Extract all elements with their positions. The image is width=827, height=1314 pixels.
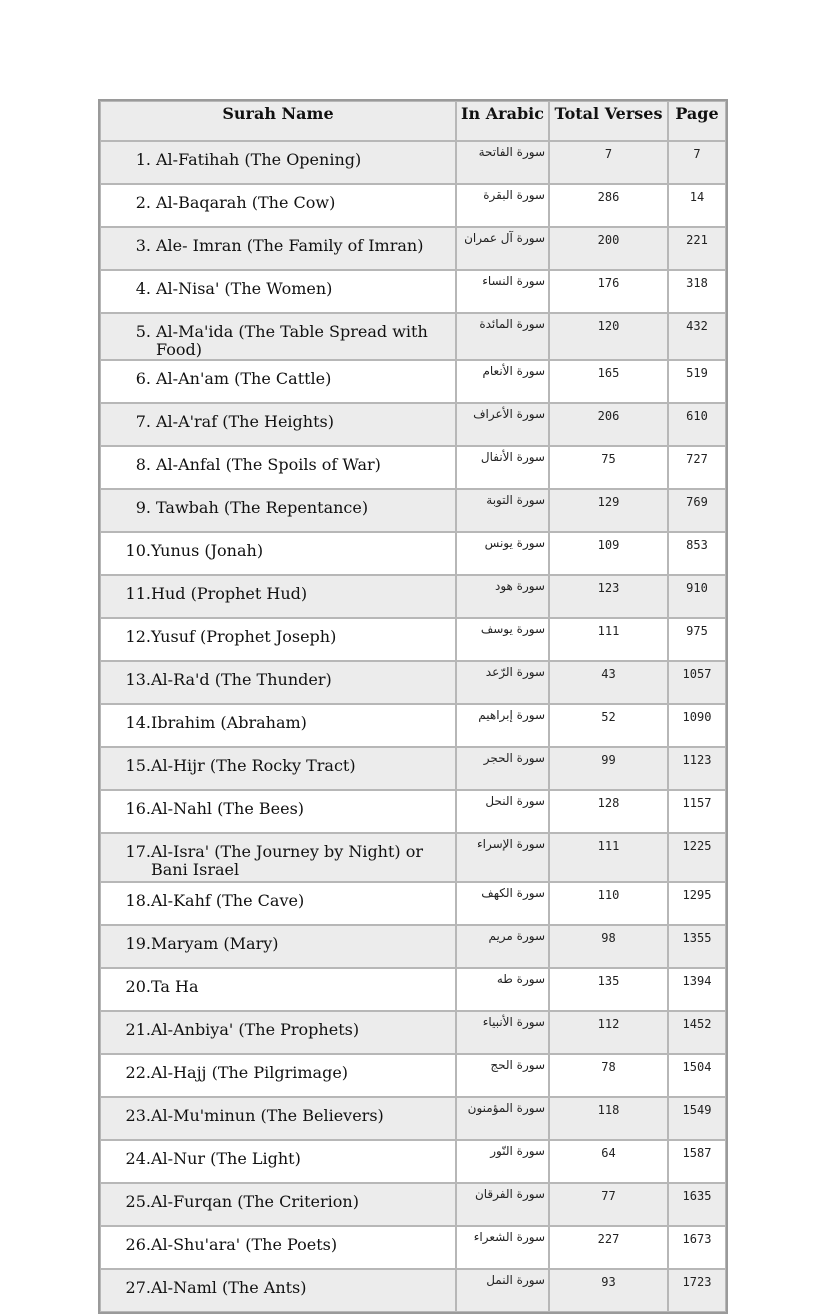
total-verses-cell: 93: [549, 1269, 668, 1312]
page-cell: 519: [668, 360, 726, 403]
total-verses-cell: 123: [549, 575, 668, 618]
surah-name: Al-Ma'ida (The Table Spread with Food): [156, 322, 428, 359]
surah-name: Al-Naml (The Ants): [151, 1278, 307, 1297]
arabic-name-cell: سورة يوسف: [456, 618, 549, 661]
arabic-name-cell: سورة البقرة: [456, 184, 549, 227]
table-row: [100, 1054, 726, 1097]
surah-name-cell: [100, 1054, 456, 1097]
total-verses-cell: 118: [549, 1097, 668, 1140]
surah-name-cell: [100, 747, 456, 790]
table-row: [100, 747, 726, 790]
header-surah-name: Surah Name: [100, 101, 456, 141]
arabic-name-cell: سورة هود: [456, 575, 549, 618]
surah-number: 13.: [125, 670, 151, 689]
arabic-name-cell: سورة إبراهيم: [456, 704, 549, 747]
page-cell: 1225: [668, 833, 726, 882]
surah-name: Al-Ra'd (The Thunder): [151, 670, 332, 689]
table-row: [100, 489, 726, 532]
table-row: [100, 270, 726, 313]
page-cell: 1673: [668, 1226, 726, 1269]
surah-number: 11.: [125, 584, 151, 603]
table-row: [100, 446, 726, 489]
arabic-name-cell: سورة الكهف: [456, 882, 549, 925]
surah-name-cell: [100, 1097, 456, 1140]
header-total-verses: Total Verses: [549, 101, 668, 141]
table-row: [100, 882, 726, 925]
table-row: [100, 1097, 726, 1140]
table-row: [100, 1226, 726, 1269]
surah-name-cell: [100, 833, 456, 882]
surah-number: 23.: [125, 1106, 151, 1125]
surah-name-cell: [100, 1226, 456, 1269]
surah-name-cell: [100, 925, 456, 968]
surah-name: Al-Kahf (The Cave): [151, 891, 305, 910]
surah-name-cell: [100, 882, 456, 925]
total-verses-cell: 64: [549, 1140, 668, 1183]
surah-number: 3.: [135, 236, 151, 255]
total-verses-cell: 111: [549, 618, 668, 661]
table-row: [100, 968, 726, 1011]
table-row: [100, 184, 726, 227]
total-verses-cell: 109: [549, 532, 668, 575]
surah-name: Al-Nur (The Light): [151, 1149, 301, 1168]
surah-name: Ta Ha: [151, 977, 199, 996]
surah-number: 17.: [125, 842, 151, 861]
surah-name: Al-Shu'ara' (The Poets): [151, 1235, 338, 1254]
table-row: [100, 925, 726, 968]
surah-name: Maryam (Mary): [151, 934, 279, 953]
surah-name: Al-Fatihah (The Opening): [156, 150, 362, 169]
table-row: [100, 704, 726, 747]
surah-name-cell: [100, 532, 456, 575]
total-verses-cell: 206: [549, 403, 668, 446]
arabic-name-cell: سورة الفرقان: [456, 1183, 549, 1226]
page-cell: 1090: [668, 704, 726, 747]
surah-number: 2.: [135, 193, 151, 212]
page-cell: 1295: [668, 882, 726, 925]
total-verses-cell: 200: [549, 227, 668, 270]
page-cell: 1452: [668, 1011, 726, 1054]
surah-name-cell: [100, 704, 456, 747]
surah-name-cell: [100, 1011, 456, 1054]
surah-name: Al-Baqarah (The Cow): [156, 193, 336, 212]
arabic-name-cell: سورة النّور: [456, 1140, 549, 1183]
surah-number: 16.: [125, 799, 151, 818]
total-verses-cell: 112: [549, 1011, 668, 1054]
surah-name-cell: [100, 661, 456, 704]
surah-name: Al-Furqan (The Criterion): [151, 1192, 359, 1211]
surah-name-cell: [100, 618, 456, 661]
surah-name: Hud (Prophet Hud): [151, 584, 308, 603]
arabic-name-cell: سورة مريم: [456, 925, 549, 968]
surah-name-cell: [100, 790, 456, 833]
table-row: [100, 790, 726, 833]
page-cell: 7: [668, 141, 726, 184]
table-row: [100, 833, 726, 882]
surah-name-cell: [100, 270, 456, 313]
surah-name-cell: [100, 1183, 456, 1226]
total-verses-cell: 78: [549, 1054, 668, 1097]
surah-number: 19.: [125, 934, 151, 953]
total-verses-cell: 98: [549, 925, 668, 968]
page-cell: 1355: [668, 925, 726, 968]
surah-number: 12.: [125, 627, 151, 646]
page-cell: 975: [668, 618, 726, 661]
page-cell: 1057: [668, 661, 726, 704]
surah-number: 9.: [135, 498, 151, 517]
surah-number: 21.: [125, 1020, 151, 1039]
arabic-name-cell: سورة المائدة: [456, 313, 549, 360]
page-cell: 432: [668, 313, 726, 360]
surah-name-cell: [100, 446, 456, 489]
surah-number: 1.: [135, 150, 151, 169]
page-cell: 1723: [668, 1269, 726, 1312]
surah-table: [98, 99, 728, 1314]
total-verses-cell: 75: [549, 446, 668, 489]
arabic-name-cell: سورة الأنبياء: [456, 1011, 549, 1054]
table-body: [100, 141, 726, 1312]
arabic-name-cell: سورة الحجر: [456, 747, 549, 790]
total-verses-cell: 286: [549, 184, 668, 227]
surah-name-cell: [100, 184, 456, 227]
page-cell: 1635: [668, 1183, 726, 1226]
table-row: [100, 403, 726, 446]
total-verses-cell: 120: [549, 313, 668, 360]
surah-name-cell: [100, 227, 456, 270]
table-row: [100, 141, 726, 184]
page-cell: 1549: [668, 1097, 726, 1140]
table-row: [100, 313, 726, 360]
header-in-arabic: In Arabic: [456, 101, 549, 141]
table-row: [100, 1011, 726, 1054]
total-verses-cell: 7: [549, 141, 668, 184]
arabic-name-cell: سورة التوبة: [456, 489, 549, 532]
page-cell: 1123: [668, 747, 726, 790]
surah-number: 27.: [125, 1278, 151, 1297]
page-cell: 1394: [668, 968, 726, 1011]
total-verses-cell: 111: [549, 833, 668, 882]
total-verses-cell: 129: [549, 489, 668, 532]
surah-number: 7.: [135, 412, 151, 431]
arabic-name-cell: سورة طه: [456, 968, 549, 1011]
surah-name: Al-An'am (The Cattle): [156, 369, 332, 388]
page-cell: 1504: [668, 1054, 726, 1097]
table-row: [100, 227, 726, 270]
total-verses-cell: 77: [549, 1183, 668, 1226]
surah-number: 4.: [135, 279, 151, 298]
surah-name: Al-Mu'minun (The Believers): [151, 1106, 384, 1125]
surah-name-cell: [100, 141, 456, 184]
surah-name: Al-Hajj (The Pilgrimage): [151, 1063, 349, 1082]
surah-number: 18.: [125, 891, 151, 910]
surah-name: Al-Anfal (The Spoils of War): [156, 455, 381, 474]
page-cell: 1587: [668, 1140, 726, 1183]
surah-number: 8.: [135, 455, 151, 474]
surah-name-cell: [100, 968, 456, 1011]
page-cell: 727: [668, 446, 726, 489]
surah-name: Yusuf (Prophet Joseph): [151, 627, 337, 646]
surah-name-cell: [100, 1140, 456, 1183]
surah-number: 14.: [125, 713, 151, 732]
total-verses-cell: 128: [549, 790, 668, 833]
total-verses-cell: 110: [549, 882, 668, 925]
surah-name: Al-A'raf (The Heights): [156, 412, 334, 431]
surah-name: Ibrahim (Abraham): [151, 713, 307, 732]
arabic-name-cell: سورة النمل: [456, 1269, 549, 1312]
surah-number: 26.: [125, 1235, 151, 1254]
total-verses-cell: 227: [549, 1226, 668, 1269]
arabic-name-cell: سورة الأعراف: [456, 403, 549, 446]
arabic-name-cell: سورة الرّعد: [456, 661, 549, 704]
table-row: [100, 360, 726, 403]
surah-name: Al-Isra' (The Journey by Night) or Bani Israel: [151, 842, 424, 879]
surah-number: 20.: [125, 977, 151, 996]
total-verses-cell: 135: [549, 968, 668, 1011]
surah-name-cell: [100, 403, 456, 446]
arabic-name-cell: سورة الفاتحة: [456, 141, 549, 184]
page-cell: 1157: [668, 790, 726, 833]
page-cell: 14: [668, 184, 726, 227]
surah-name-cell: [100, 1269, 456, 1312]
surah-name-cell: [100, 360, 456, 403]
arabic-name-cell: سورة الأنفال: [456, 446, 549, 489]
surah-number: 25.: [125, 1192, 151, 1211]
table-row: [100, 661, 726, 704]
page-cell: 853: [668, 532, 726, 575]
surah-number: 5.: [135, 322, 151, 341]
table-row: [100, 1140, 726, 1183]
surah-name: Al-Hijr (The Rocky Tract): [151, 756, 356, 775]
table-row: [100, 1269, 726, 1312]
surah-number: 22.: [125, 1063, 151, 1082]
surah-number: 24.: [125, 1149, 151, 1168]
arabic-name-cell: سورة المؤمنون: [456, 1097, 549, 1140]
surah-name: Al-Anbiya' (The Prophets): [151, 1020, 360, 1039]
surah-name-cell: [100, 575, 456, 618]
arabic-name-cell: سورة النحل: [456, 790, 549, 833]
arabic-name-cell: سورة الإسراء: [456, 833, 549, 882]
total-verses-cell: 176: [549, 270, 668, 313]
total-verses-cell: 43: [549, 661, 668, 704]
surah-number: 15.: [125, 756, 151, 775]
surah-name: Al-Nisa' (The Women): [156, 279, 333, 298]
total-verses-cell: 52: [549, 704, 668, 747]
table-row: [100, 1183, 726, 1226]
page-cell: 910: [668, 575, 726, 618]
table-row: [100, 532, 726, 575]
surah-name-cell: [100, 313, 456, 360]
arabic-name-cell: سورة الأنعام: [456, 360, 549, 403]
arabic-name-cell: سورة الشعراء: [456, 1226, 549, 1269]
total-verses-cell: 99: [549, 747, 668, 790]
page-cell: 769: [668, 489, 726, 532]
page-cell: 610: [668, 403, 726, 446]
arabic-name-cell: سورة النساء: [456, 270, 549, 313]
surah-name: Al-Nahl (The Bees): [151, 799, 305, 818]
surah-name: Ale- Imran (The Family of Imran): [156, 236, 424, 255]
surah-name: Yunus (Jonah): [151, 541, 264, 560]
page-cell: 318: [668, 270, 726, 313]
page-cell: 221: [668, 227, 726, 270]
arabic-name-cell: سورة الحج: [456, 1054, 549, 1097]
surah-number: 10.: [125, 541, 151, 560]
header-row: [100, 101, 726, 141]
total-verses-cell: 165: [549, 360, 668, 403]
surah-number: 6.: [135, 369, 151, 388]
surah-name-cell: [100, 489, 456, 532]
surah-name: Tawbah (The Repentance): [156, 498, 369, 517]
arabic-name-cell: سورة يونس: [456, 532, 549, 575]
arabic-name-cell: سورة آل عمران: [456, 227, 549, 270]
table-row: [100, 618, 726, 661]
header-page: Page: [668, 101, 726, 141]
table-row: [100, 575, 726, 618]
